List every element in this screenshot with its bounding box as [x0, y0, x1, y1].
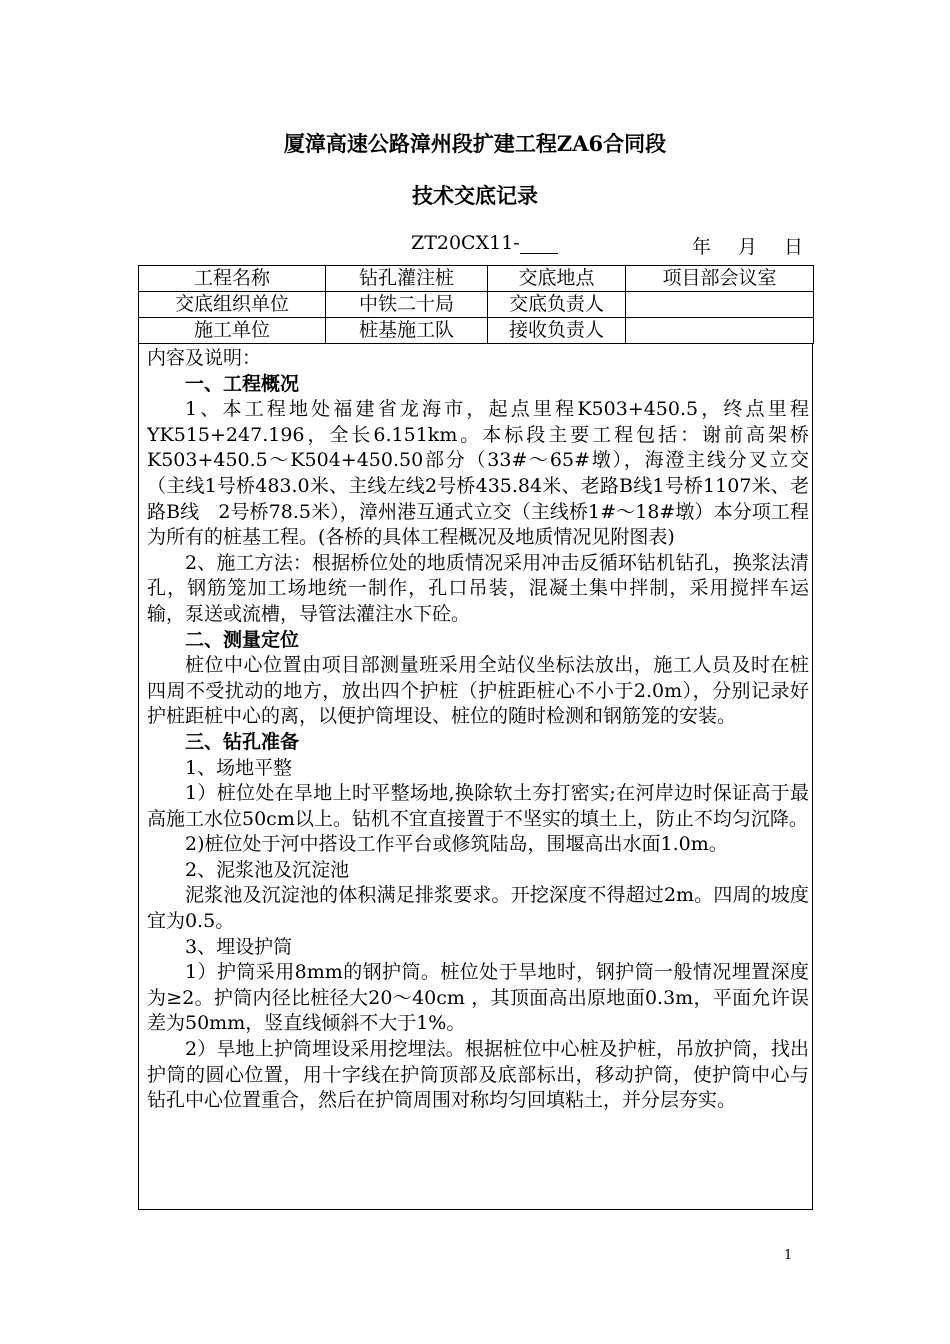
table-row [139, 292, 814, 318]
paragraph: 3、埋设护筒 [185, 935, 293, 958]
paragraph: 2）旱地上护筒埋设采用挖埋法。根据桩位中心桩及护桩，吊放护筒，找出护筒的圆心位置，用十字线在护筒顶部及底部标出，移动护筒，使护筒中心与钻孔中心位置重合，然后在护筒周围对称均匀回填粘土，并分层夯实。 [147, 1038, 809, 1112]
table-row [139, 318, 814, 344]
table-cell [626, 318, 814, 344]
paragraph: 2)桩位处于河中搭设工作平台或修筑陆岛，围堰高出水面1.0m。 [185, 833, 728, 856]
header-table [138, 265, 814, 344]
table-cell: 项目部会议室 [626, 266, 814, 292]
table-cell: 中铁二十局 [326, 292, 488, 318]
paragraph: 1）桩位处在旱地上时平整场地,换除软土夯打密实;在河岸边时保证高于最高施工水位50cm以上。钻机不宜直接置于不坚实的填土上，防止不均匀沉降。 [147, 782, 809, 830]
paragraph: 2、泥浆池及沉淀池 [185, 858, 350, 881]
paragraph: 2、施工方法：根据桥位处的地质情况采用冲击反循环钻机钻孔，换浆法清孔，钢筋笼加工场地统一制作，孔口吊装，混凝土集中拌制，采用搅拌车运输，泵送或流槽，导管法灌注水下砼。 [147, 551, 809, 625]
paragraph: 1）护筒采用8mm的钢护筒。桩位处于旱地时，钢护筒一般情况埋置深度为≥2。护筒内径比桩径大20～40cm ，其顶面高出原地面0.3m，平面允许误差为50mm，竖直线倾斜不大于1%。 [147, 961, 809, 1035]
document-subtitle: 技术交底记录 [412, 183, 538, 208]
document-title: 厦漳高速公路漳州段扩建工程ZA6合同段 [283, 131, 667, 156]
table-cell: 接收负责人 [488, 318, 626, 344]
date-year: 年 [692, 236, 712, 258]
record-code-line [0, 232, 950, 256]
table-cell: 钻孔灌注桩 [326, 266, 488, 292]
table-row [139, 266, 814, 292]
section-heading: 三、钻孔准备 [185, 730, 300, 753]
page-number: 1 [784, 1248, 793, 1263]
paragraph: 1、场地平整 [185, 756, 293, 779]
content-box [138, 344, 813, 1210]
section-heading: 二、测量定位 [185, 628, 300, 651]
table-cell: 桩基施工队 [326, 318, 488, 344]
record-code: ZT20CX11- [411, 232, 558, 254]
table-cell: 交底负责人 [488, 292, 626, 318]
paragraph: 泥浆池及沉淀池的体积满足排浆要求。开挖深度不得超过2m。四周的坡度宜为0.5。 [147, 884, 809, 933]
date-day: 日 [784, 236, 804, 258]
table-cell: 工程名称 [139, 266, 326, 292]
table-cell [626, 292, 814, 318]
paragraph: 桩位中心位置由项目部测量班采用全站仪坐标法放出，施工人员及时在桩四周不受扰动的地方，放出四个护桩（护桩距桩心不小于2.0m），分别记录好护桩距桩中心的离，以便护筒埋设、桩位的随时检测和钢筋笼的安装。 [147, 654, 809, 728]
table-cell: 交底地点 [488, 266, 626, 292]
table-cell: 施工单位 [139, 318, 326, 344]
content-text [147, 346, 809, 1114]
section-heading: 一、工程概况 [185, 372, 300, 395]
record-code-blank [520, 235, 558, 254]
paragraph: 1、本工程地处福建省龙海市，起点里程K503+450.5，终点里程YK515+247.196，全长6.151km。本标段主要工程包括：谢前高架桥K503+450.5～K504+450.50部分（33#～65#墩），海澄主线分叉立交（主线1号桥483.0米、主线左线2号桥435.84米、老路B线1号桥1107米、老路B线 2号桥78.5米），漳州港互通式立交（主线桥1#～18#墩）本分项工程为所有的桩基工程。(各桥的具体工程概况及地质情况见附图表) [147, 398, 809, 549]
content-label: 内容及说明： [147, 347, 262, 369]
date-month: 月 [738, 236, 758, 258]
table-cell: 交底组织单位 [139, 292, 326, 318]
